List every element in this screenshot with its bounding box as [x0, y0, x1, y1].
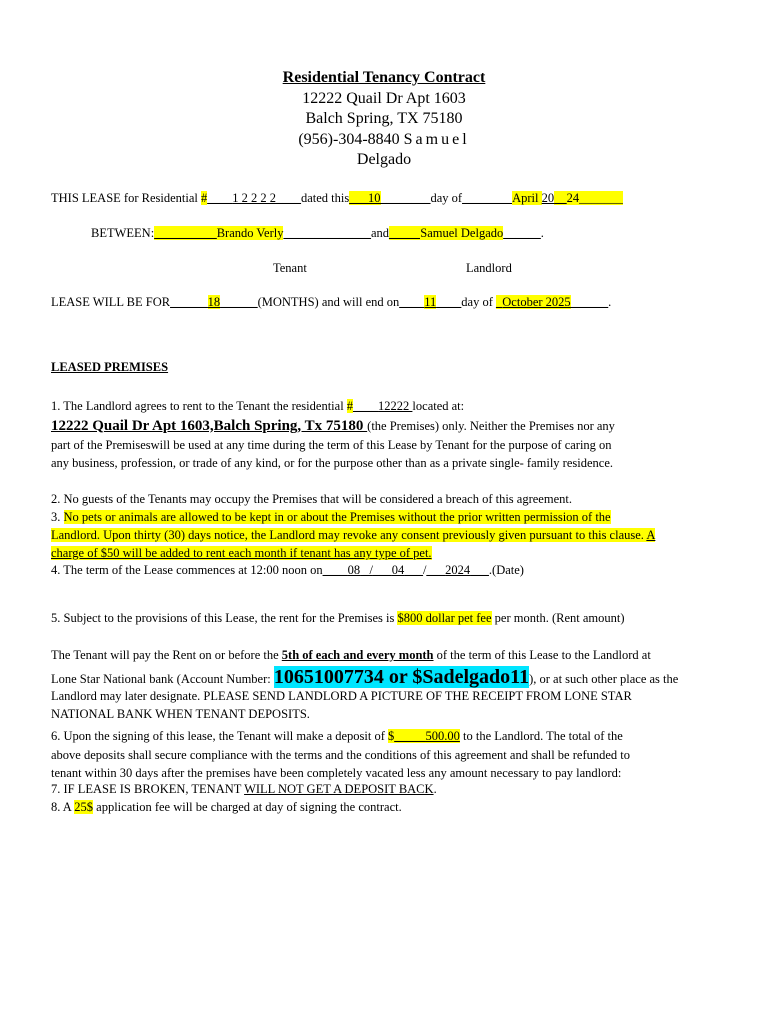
rent-amount: $800 dollar pet fee — [397, 611, 492, 625]
clause-3: 3. No pets or animals are allowed to be kept in or about the Premises without the prior written permission of the Landlord. Upon thirty (30) days notice, the Landlord may revoke any consent previously given pursuant to this clause. A charge of $50 will be added to rent each month if tenant has any type of pet. — [51, 510, 656, 560]
landlord-name: Samuel Delgado — [420, 226, 504, 240]
unit-number: 1 2 2 2 2 — [232, 191, 276, 205]
section-title-leased-premises: LEASED PREMISES — [51, 360, 169, 374]
tenant-name: Brando Verly — [216, 226, 284, 240]
start-month: 08 — [347, 563, 361, 577]
application-fee: 25$ — [74, 800, 94, 814]
phone-and-name — [0, 130, 768, 151]
clause-7: 7. IF LEASE IS BROKEN, TENANT WILL NOT GET A DEPOSIT BACK. — [51, 782, 437, 796]
lease-months: 18 — [207, 295, 221, 309]
clause-4: 4. The term of the Lease commences at 12:00 noon on____08 _/___04___/___2024___.(Date) — [51, 563, 524, 577]
document-title: Residential Tenancy Contract — [282, 69, 486, 86]
tenant-role-label: Tenant — [273, 261, 307, 275]
document-header — [0, 68, 768, 171]
clause-2: 2. No guests of the Tenants may occupy the Premises that will be considered a breach of this agreement. — [51, 492, 572, 506]
clause-5: 5. Subject to the provisions of this Lease, the rent for the Premises is $800 dollar pet fee per month. (Rent amount) — [51, 611, 625, 625]
lease-year: 24 — [566, 191, 580, 205]
account-number: 10651007734 or $Sadelgado11 — [273, 665, 530, 688]
landlord-first-name: Samuel — [403, 130, 470, 148]
deposit-warning: WILL NOT GET A DEPOSIT BACK — [244, 782, 434, 796]
lease-day: 10 — [368, 191, 381, 205]
premises-address: 12222 Quail Dr Apt 1603,Balch Spring, Tx 75180 — [51, 417, 368, 434]
landlord-last-name: Delgado — [356, 151, 412, 168]
start-day: 04 — [391, 563, 405, 577]
lease-term-line: LEASE WILL BE FOR______18______(MONTHS) and will end on____11____day of _October 2025______. — [51, 295, 612, 309]
address-line-2: Balch Spring, TX 75180 — [305, 110, 463, 127]
landlord-role-label: Landlord — [466, 261, 512, 275]
payment-clause: The Tenant will pay the Rent on or before the 5th of each and every month of the term of this Lease to the Landlord at Lone Star National bank (Account Number: 10651007734 or $Sadelgado11), or at such other place as the Landlord may later designate. PLEASE SEND LANDLORD A PICTURE OF THE RECEIPT FROM LONE STAR NATIONAL BANK WHEN TENANT DEPOSITS. — [51, 648, 679, 721]
lease-month: April — [512, 191, 542, 205]
due-date: 5th of each and every month — [281, 648, 434, 662]
deposit-amount: 500.00 — [425, 729, 460, 743]
lease-date-line: THIS LEASE for Residential #____1 2 2 2 2____dated this___10________day of________April 20__24_______ — [51, 191, 623, 205]
clause-6: 6. Upon the signing of this lease, the Tenant will make a deposit of $_____500.00 to the Landlord. The total of the above deposits shall secure compliance with the terms and the conditions of this agreement and shall be refunded to tenant within 30 days after the premises have been completely vacated less any amount necessary to pay landlord: — [51, 729, 630, 780]
parties-line: BETWEEN:__________Brando Verly______________and_____Samuel Delgado______. — [91, 226, 544, 240]
clause-1: 1. The Landlord agrees to rent to the Tenant the residential #____12222 located at: 12222 Quail Dr Apt 1603,Balch Spring, Tx 75180 (the Premises) only. Neither the Premises nor any part of the Premiseswill be used at any time during the term of this Lease by Tenant for the purpose of caring on any business, profession, or trade of any kind, or for the purpose other than as a private single- family residence. — [51, 399, 615, 470]
clause-8: 8. A 25$ application fee will be charged at day of signing the contract. — [51, 800, 402, 814]
end-month: October 2025 — [502, 295, 571, 309]
address-line-1: 12222 Quail Dr Apt 1603 — [302, 89, 466, 107]
start-year: 2024 — [445, 563, 471, 577]
phone-number: (956)-304-8840 — [298, 130, 400, 148]
clause1-unit: 12222 — [378, 399, 413, 413]
end-day: 11 — [424, 295, 437, 309]
